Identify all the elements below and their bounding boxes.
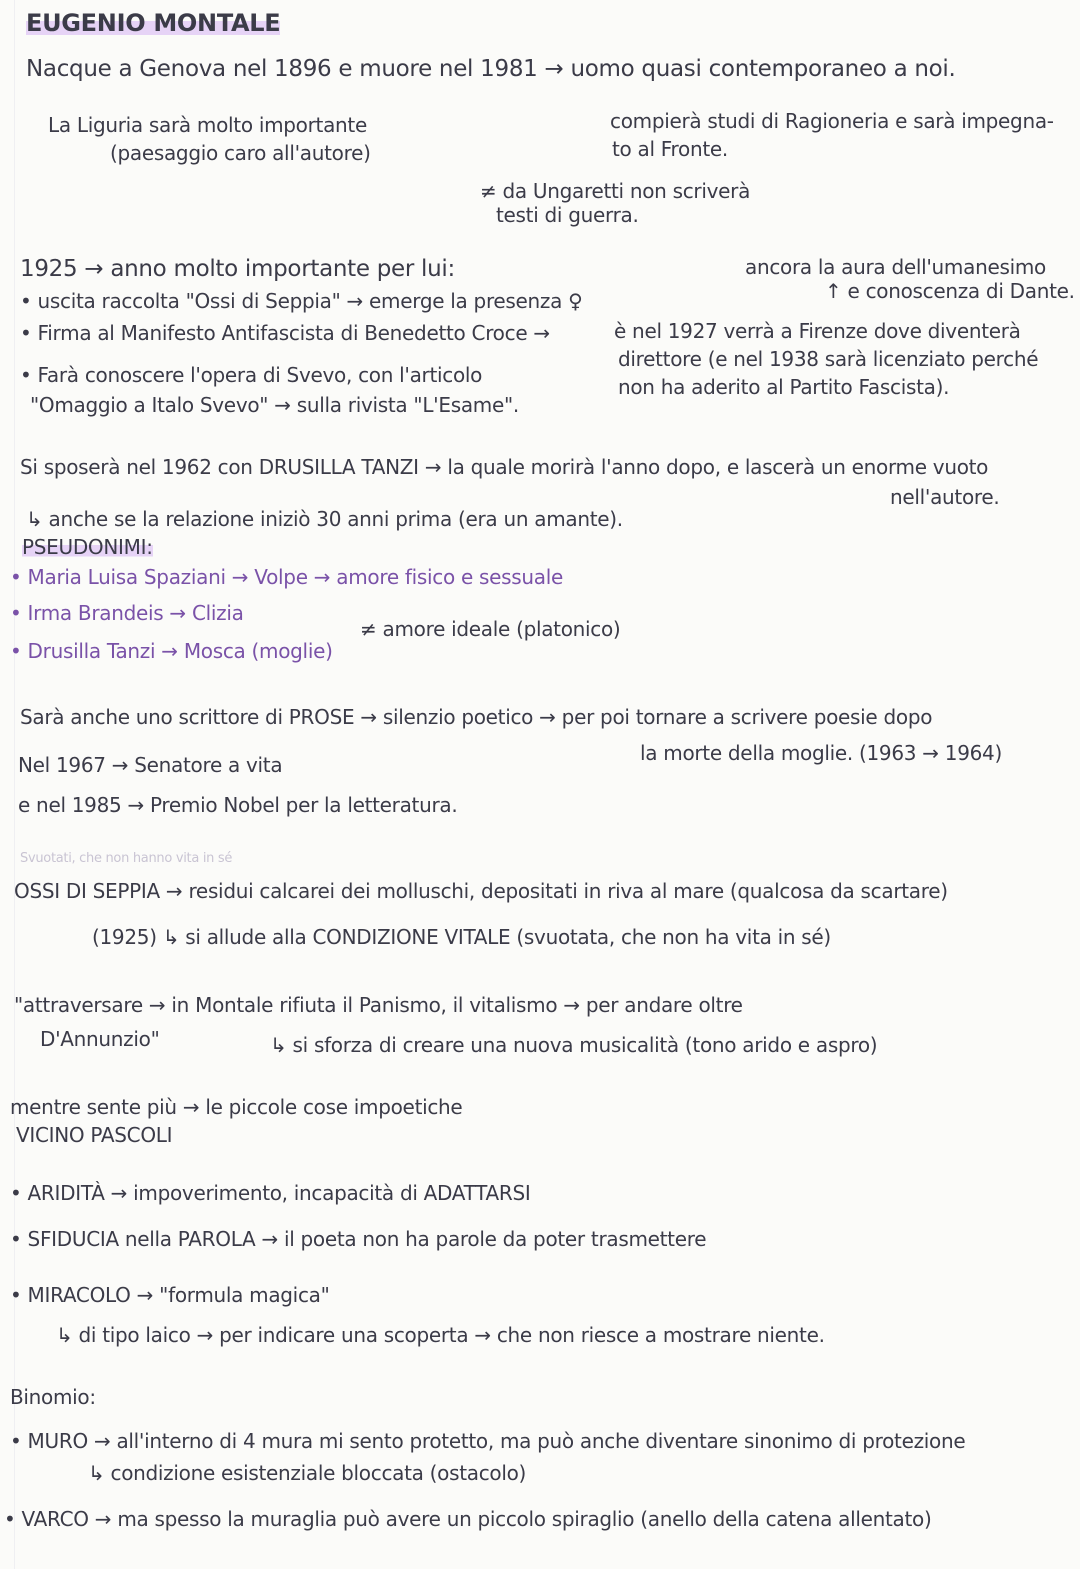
ossi-condition: (1925) ↳ si allude alla CONDIZIONE VITALE (svuotata, che non ha vita in sé): [92, 925, 831, 949]
marriage-line: Si sposerà nel 1962 con DRUSILLA TANZI → la quale morirà l'anno dopo, e lascerà un enorme vuoto: [20, 455, 989, 479]
margin-line: [14, 0, 15, 1569]
faint-note: Svuotati, che non hanno vita in sé: [20, 851, 233, 866]
pseudonym-brandeis: • Irma Brandeis → Clizia: [10, 601, 244, 625]
pascoli-line: mentre sente più → le piccole cose impoetiche: [10, 1095, 463, 1119]
relationship-note: ↳ anche se la relazione iniziò 30 anni prima (era un amante).: [26, 507, 623, 531]
keyword-sfiducia: • SFIDUCIA nella PAROLA → il poeta non ha parole da poter trasmettere: [10, 1227, 707, 1251]
dante-note: ↑ e conoscenza di Dante.: [825, 279, 1075, 303]
muro-note: ↳ condizione esistenziale bloccata (ostacolo): [88, 1461, 527, 1485]
ungaretti-note: ≠ da Ungaretti non scriverà: [480, 179, 751, 203]
keyword-miracolo: • MIRACOLO → "formula magica": [10, 1283, 330, 1307]
attraversare-line: "attraversare → in Montale rifiuta il Panismo, il vitalismo → per andare oltre: [14, 993, 743, 1017]
prose-line-2: la morte della moglie. (1963 → 1964): [640, 741, 1002, 765]
ideal-love-note: ≠ amore ideale (platonico): [360, 617, 621, 641]
pseudonym-tanzi: • Drusilla Tanzi → Mosca (moglie): [10, 639, 333, 663]
keyword-aridita: • ARIDITÀ → impoverimento, incapacità di ADATTARSI: [10, 1181, 531, 1205]
birth-death-line: Nacque a Genova nel 1896 e muore nel 1981 → uomo quasi contemporaneo a noi.: [26, 56, 956, 82]
bullet-svevo-2: "Omaggio a Italo Svevo" → sulla rivista "L'Esame".: [30, 393, 519, 417]
bullet-svevo: • Farà conoscere l'opera di Svevo, con l'articolo: [20, 363, 483, 387]
studies-note: compierà studi di Ragioneria e sarà impegna-: [610, 109, 1054, 133]
page-title: EUGENIO MONTALE: [26, 9, 281, 37]
miracolo-note: ↳ di tipo laico → per indicare una scoperta → che non riesce a mostrare niente.: [56, 1323, 825, 1347]
pascoli-line-2: VICINO PASCOLI: [16, 1123, 173, 1147]
bullet-ossi: • uscita raccolta "Ossi di Seppia" → emerge la presenza ♀: [20, 289, 583, 313]
senator-line: Nel 1967 → Senatore a vita: [18, 753, 283, 777]
studies-note-2: to al Fronte.: [612, 137, 728, 161]
binomio-heading: Binomio:: [10, 1385, 96, 1409]
humanism-note: ancora la aura dell'umanesimo: [745, 255, 1046, 279]
pseudonyms-heading: PSEUDONIMI:: [22, 535, 153, 559]
pseudonym-spaziani: • Maria Luisa Spaziani → Volpe → amore fisico e sessuale: [10, 565, 563, 589]
binomio-varco: • VARCO → ma spesso la muraglia può avere un piccolo spiraglio (anello della catena allentato): [4, 1507, 932, 1531]
year-1925-heading: 1925 → anno molto importante per lui:: [20, 256, 455, 282]
musicality-note: ↳ si sforza di creare una nuova musicalità (tono arido e aspro): [270, 1033, 878, 1057]
florence-note-3: non ha aderito al Partito Fascista).: [618, 375, 950, 399]
liguria-note: La Liguria sarà molto importante: [48, 113, 367, 137]
prose-line: Sarà anche uno scrittore di PROSE → silenzio poetico → per poi tornare a scrivere poesie dopo: [20, 705, 933, 729]
dannunzio-note: D'Annunzio": [40, 1027, 160, 1051]
florence-note-2: direttore (e nel 1938 sarà licenziato perché: [618, 347, 1039, 371]
binomio-muro: • MURO → all'interno di 4 mura mi sento protetto, ma può anche diventare sinonimo di protezione: [10, 1429, 966, 1453]
marriage-line-2: nell'autore.: [890, 485, 1000, 509]
ossi-definition: OSSI DI SEPPIA → residui calcarei dei molluschi, depositati in riva al mare (qualcosa da scartare): [14, 879, 948, 903]
bullet-manifesto: • Firma al Manifesto Antifascista di Benedetto Croce →: [20, 321, 550, 345]
florence-note: è nel 1927 verrà a Firenze dove diventerà: [614, 319, 1021, 343]
nobel-line: e nel 1985 → Premio Nobel per la letteratura.: [18, 793, 458, 817]
liguria-note-detail: (paesaggio caro all'autore): [110, 141, 371, 165]
ungaretti-note-2: testi di guerra.: [496, 203, 639, 227]
